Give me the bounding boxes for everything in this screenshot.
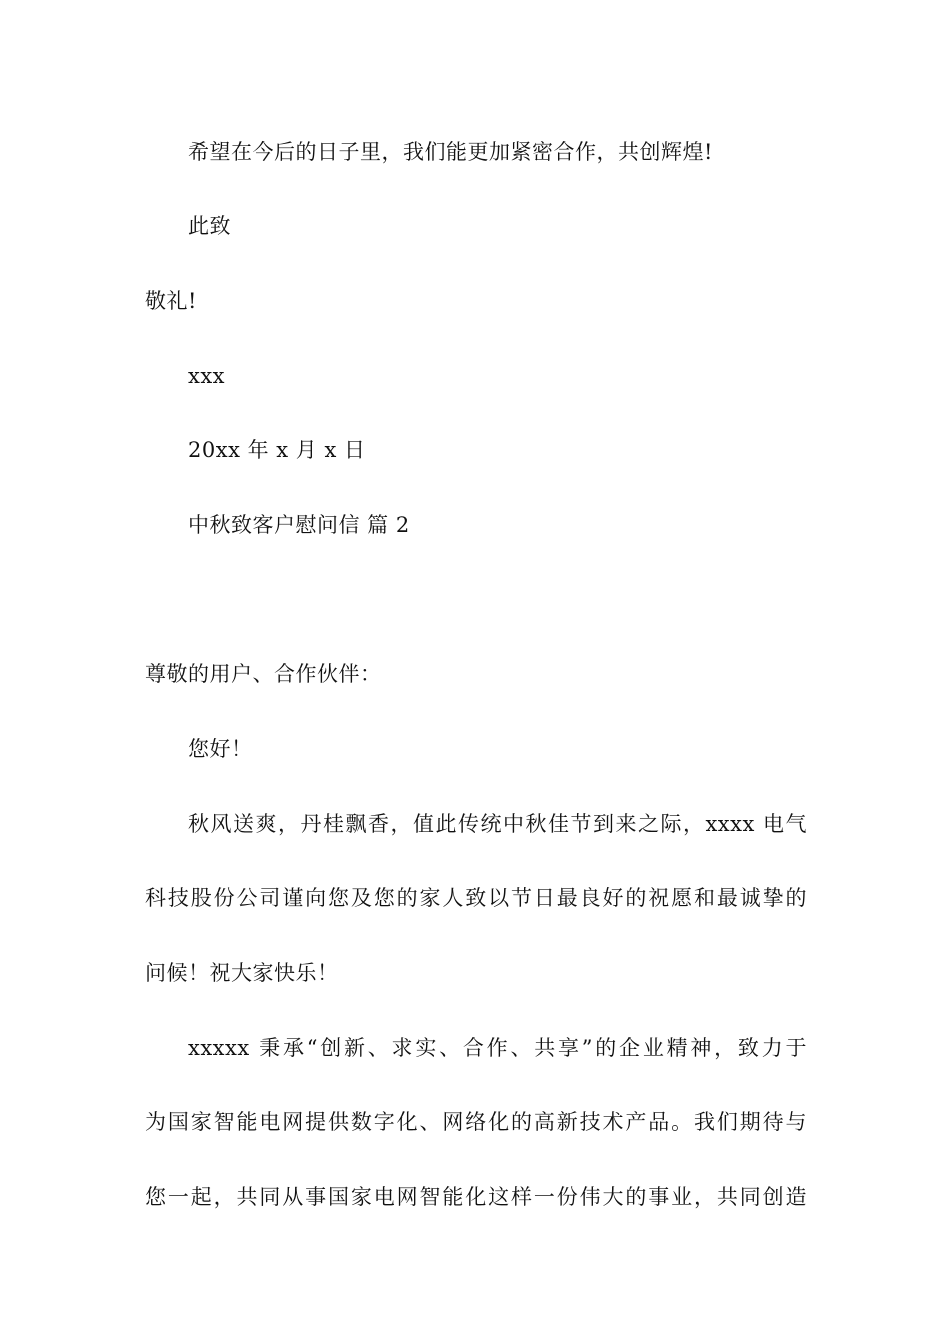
salutation-cizhi: 此致 — [188, 214, 231, 238]
letter-greeting: 尊敬的用户、合作伙伴： — [145, 662, 382, 686]
salutation-jingli: 敬礼! — [145, 289, 197, 313]
section-heading: 中秋致客户慰问信 篇 2 — [188, 513, 410, 537]
paragraph-line: 您一起，共同从事国家电网智能化这样一份伟大的事业，共同创造 — [145, 1185, 807, 1209]
signature-date: 20xx 年 x 月 x 日 — [188, 438, 366, 462]
letter-hello: 您好！ — [188, 737, 253, 761]
paragraph-line: 秋风送爽，丹桂飘香，值此传统中秋佳节到来之际，xxxx 电气 — [188, 812, 807, 836]
closing-wish-paragraph: 希望在今后的日子里，我们能更加紧密合作，共创辉煌! — [188, 140, 713, 164]
paragraph-line: xxxxx 秉承“创新、求实、合作、共享”的企业精神，致力于 — [188, 1036, 807, 1060]
signature-name: xxx — [188, 364, 226, 388]
paragraph-line: 为国家智能电网提供数字化、网络化的高新技术产品。我们期待与 — [145, 1110, 807, 1134]
paragraph-line: 科技股份公司谨向您及您的家人致以节日最良好的祝愿和最诚挚的 — [145, 886, 807, 910]
paragraph-line: 问候！祝大家快乐！ — [145, 961, 339, 985]
